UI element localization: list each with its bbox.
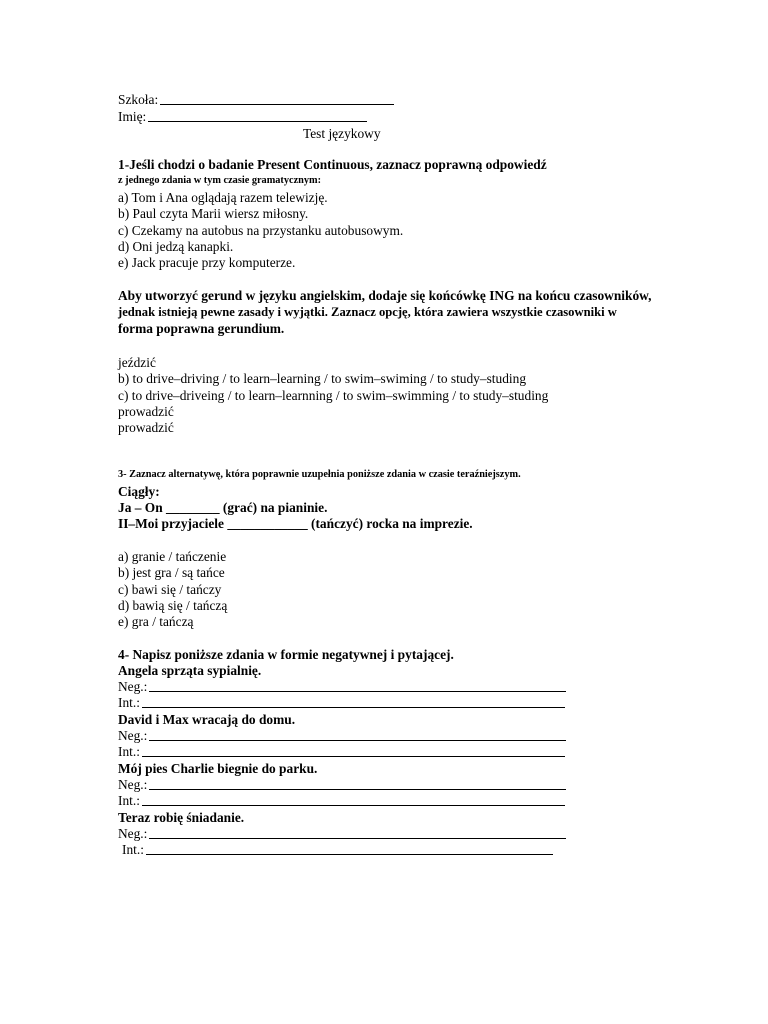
school-label: Szkoła:: [118, 92, 159, 107]
q4-title: 4- Napisz poniższe zdania w formie negatywnej i pytającej.: [118, 647, 454, 662]
name-label: Imię:: [118, 109, 147, 124]
q3-option: b) jest gra / są tańce: [118, 565, 225, 581]
q1-option: a) Tom i Ana oglądają razem telewizję.: [118, 190, 328, 205]
neg-label: Neg.:: [118, 679, 148, 694]
neg-label: Neg.:: [118, 826, 148, 841]
q2-intro-line: Aby utworzyć gerund w języku angielskim, dodaje się końcówkę ING na końcu czasowników,: [118, 288, 652, 303]
name-row: [118, 109, 367, 125]
q3-options: [118, 549, 227, 630]
int-label: Int.:: [118, 744, 140, 759]
q2-intro-line: jednak istnieją pewne zasady i wyjątki. Zaznacz opcję, która zawiera wszystkie czasowniki w: [118, 305, 617, 320]
int-row: [122, 842, 553, 858]
q2-intro: [118, 288, 651, 337]
int-row: [118, 744, 565, 760]
q1-option: d) Oni jedzą kanapki.: [118, 238, 234, 254]
q4-sentence: Teraz robię śniadanie.: [118, 810, 245, 825]
answer-line: [149, 838, 566, 839]
q3-option: d) bawią się / tańczą: [118, 597, 228, 613]
neg-row: [118, 728, 566, 744]
q2-option: b) to drive–driving / to learn–learning / to swim–swiming / to study–studing: [118, 371, 527, 387]
q1-subtitle: z jednego zdania w tym czasie gramatycznym:: [118, 175, 322, 186]
q4-sentence: Mój pies Charlie biegnie do parku.: [118, 761, 318, 776]
neg-row: [118, 777, 566, 793]
test-title: Test językowy: [303, 126, 381, 141]
q2-option: prowadzić: [118, 403, 174, 419]
answer-line: [142, 707, 565, 708]
answer-line: [146, 854, 553, 855]
name-answer-line: [148, 121, 367, 122]
answer-line: [142, 756, 565, 757]
q3-sentence-2: II–Moi przyjaciele ____________ (tańczyć) rocka na imprezie.: [118, 516, 473, 531]
q3-option: a) granie / tańczenie: [118, 549, 227, 564]
q3-option: c) bawi się / tańczy: [118, 581, 222, 597]
answer-line: [149, 789, 566, 790]
q3-subtitle: Ciągły:: [118, 484, 160, 499]
q1-option: b) Paul czyta Marii wiersz miłosny.: [118, 206, 309, 222]
q1-title: 1-Jeśli chodzi o badanie Present Continuous, zaznacz poprawną odpowiedź: [118, 157, 547, 172]
int-label: Int.:: [118, 695, 140, 710]
q2-options: [118, 355, 548, 436]
q2-option: prowadzić: [118, 420, 174, 436]
answer-line: [149, 740, 566, 741]
q1-options: [118, 190, 403, 271]
int-row: [118, 695, 565, 711]
answer-line: [149, 691, 566, 692]
q4-sentence: Angela sprząta sypialnię.: [118, 663, 262, 678]
int-label: Int.:: [122, 842, 144, 857]
neg-row: [118, 679, 566, 695]
neg-label: Neg.:: [118, 777, 148, 792]
q2-option: jeździć: [118, 355, 156, 370]
neg-label: Neg.:: [118, 728, 148, 743]
q3-sentence-1: Ja – On ________ (grać) na pianinie.: [118, 500, 328, 515]
int-row: [118, 793, 565, 809]
q3-title: 3- Zaznacz alternatywę, która poprawnie uzupełnia poniższe zdania w czasie teraźniejszym.: [118, 469, 521, 480]
school-answer-line: [160, 104, 394, 105]
q1-option: e) Jack pracuje przy komputerze.: [118, 255, 296, 271]
neg-row: [118, 826, 566, 842]
school-row: [118, 92, 394, 108]
int-label: Int.:: [118, 793, 140, 808]
answer-line: [142, 805, 565, 806]
q2-intro-line: forma poprawna gerundium.: [118, 320, 285, 336]
q3-option: e) gra / tańczą: [118, 614, 194, 630]
q1-option: c) Czekamy na autobus na przystanku autobusowym.: [118, 222, 404, 238]
q4-sentence: David i Max wracają do domu.: [118, 712, 296, 727]
q2-option: c) to drive–driveing / to learn–learnning / to swim–swimming / to study–studing: [118, 387, 549, 403]
